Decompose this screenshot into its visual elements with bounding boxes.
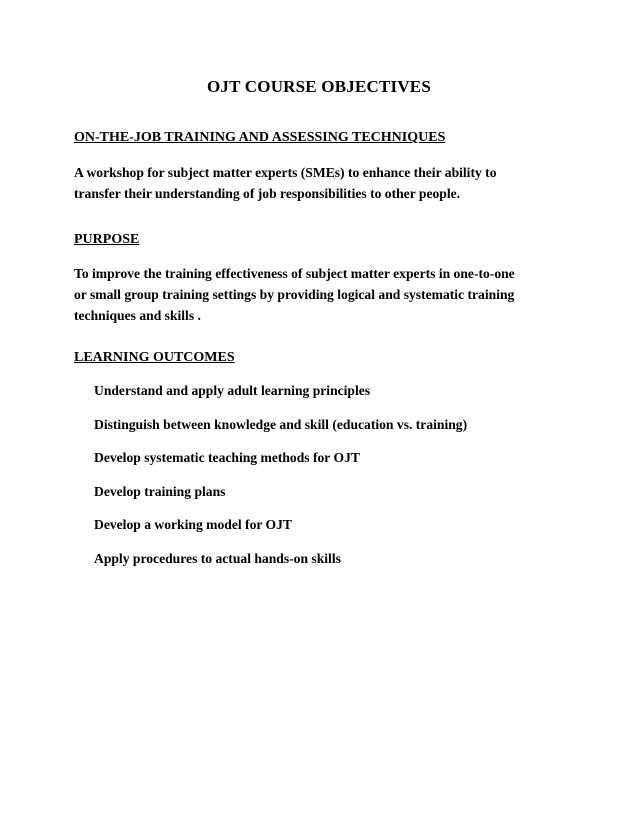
purpose-text: To improve the training effectiveness of subject matter experts in one-to-one or small group training settings by providing logical and systematic training techniques and skills . [74, 266, 515, 323]
purpose-heading: PURPOSE [74, 232, 140, 247]
outcomes-heading: LEARNING OUTCOMES [74, 350, 235, 365]
outcomes-list [94, 380, 574, 581]
outcome-item: Distinguish between knowledge and skill (education vs. training) [94, 416, 468, 432]
section-ojt-heading: ON-THE-JOB TRAINING AND ASSESSING TECHNIQUES [74, 130, 446, 145]
outcome-item: Develop a working model for OJT [94, 517, 292, 532]
outcome-item: Understand and apply adult learning principles [94, 383, 371, 398]
document-title: OJT COURSE OBJECTIVES [206, 77, 431, 96]
outcome-item: Develop systematic teaching methods for OJT [94, 450, 360, 465]
section-purpose [74, 229, 574, 250]
section-ojt [74, 127, 574, 148]
outcome-item: Apply procedures to actual hands-on skills [94, 550, 341, 566]
outcome-item: Develop training plans [94, 483, 226, 499]
section-ojt-text: A workshop for subject matter experts (SMEs) to enhance their ability to transfer their understanding of job responsibilities to other people. [74, 165, 497, 201]
section-outcomes [74, 347, 574, 368]
